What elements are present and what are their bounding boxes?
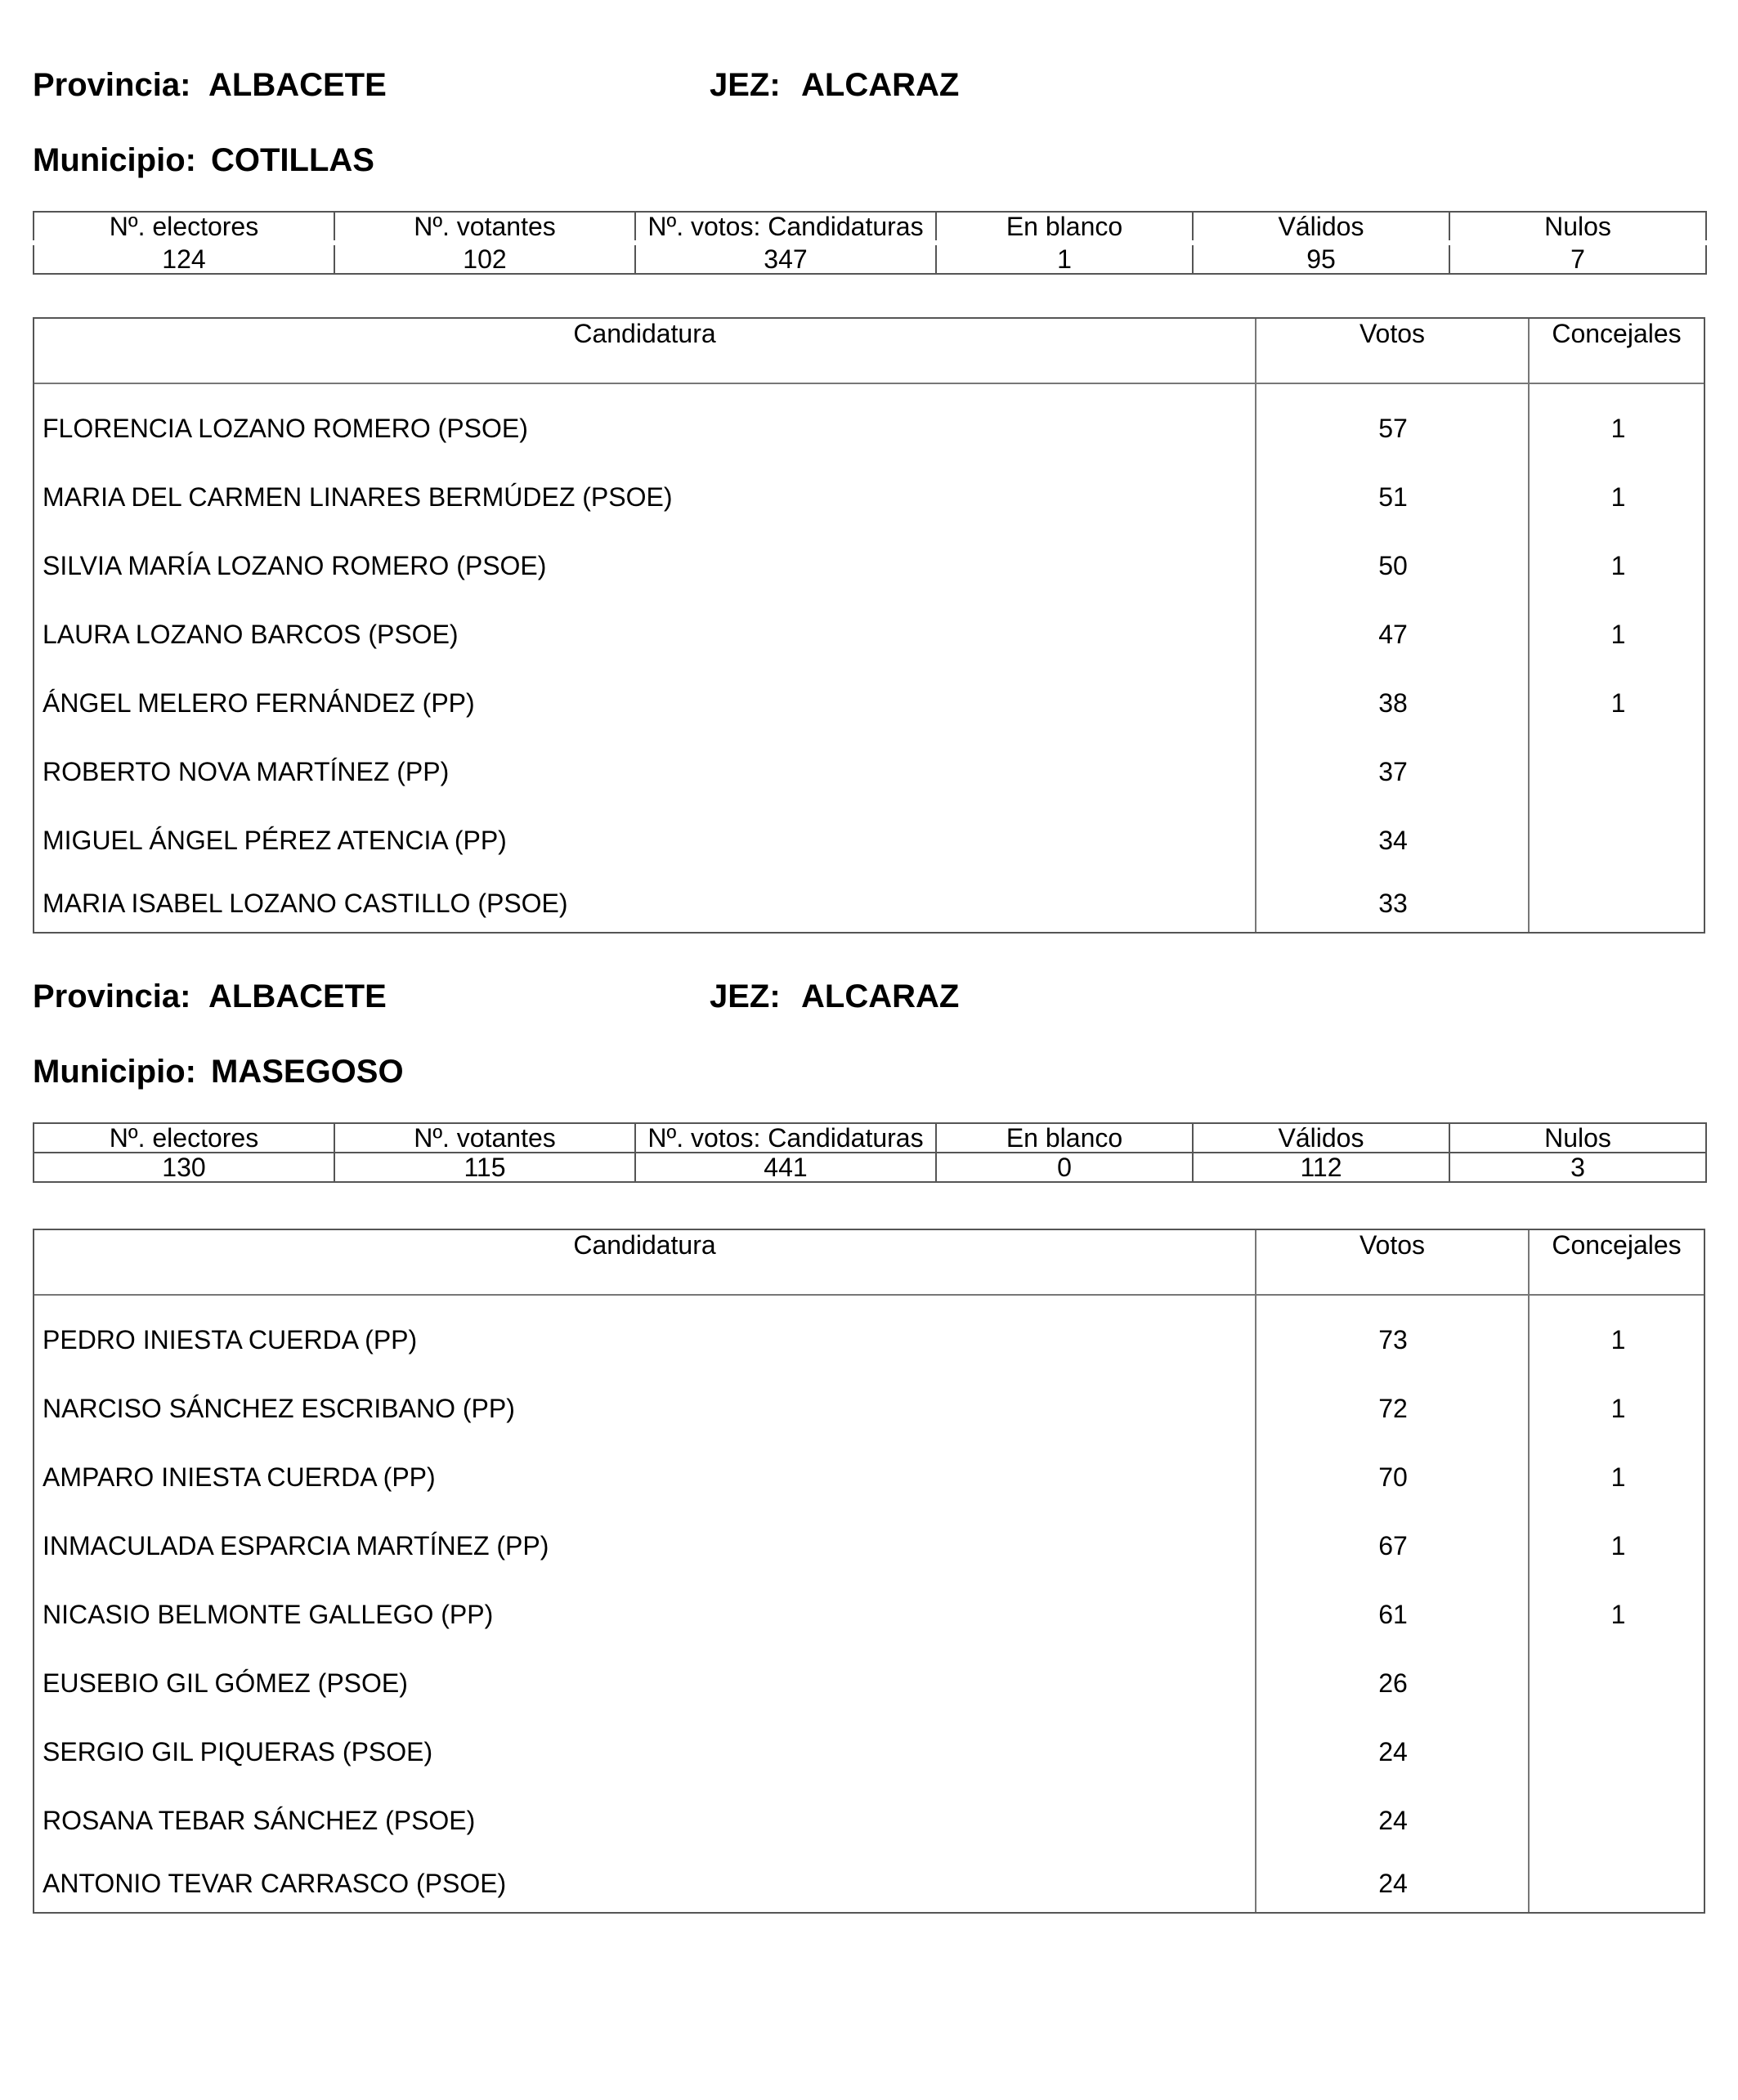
candidate-name: MARIA ISABEL LOZANO CASTILLO (PSOE) xyxy=(43,889,568,918)
candidate-votes: 38 xyxy=(1378,688,1408,718)
provincia-value: ALBACETE xyxy=(208,978,387,1014)
table-row xyxy=(34,1443,1704,1511)
provincia-value: ALBACETE xyxy=(208,67,387,103)
candidate-votes: 61 xyxy=(1378,1600,1408,1629)
header-candidatura: Candidatura xyxy=(573,319,716,348)
candidate-concejales: 1 xyxy=(1610,1600,1626,1629)
candidate-concejales: 1 xyxy=(1610,551,1626,580)
stats-value-electores: 124 xyxy=(34,243,334,274)
candidate-concejales: 1 xyxy=(1610,1394,1626,1423)
stats-value-votos-candidaturas: 441 xyxy=(635,1153,936,1182)
candidate-name: INMACULADA ESPARCIA MARTÍNEZ (PP) xyxy=(43,1531,549,1560)
candidate-name: MIGUEL ÁNGEL PÉREZ ATENCIA (PP) xyxy=(43,826,507,855)
stats-header-votantes: Nº. votantes xyxy=(334,212,635,243)
header-votos: Votos xyxy=(1359,1230,1426,1260)
stats-header-validos: Válidos xyxy=(1193,1123,1449,1153)
candidate-votes: 57 xyxy=(1378,414,1408,443)
stats-header-validos: Válidos xyxy=(1193,212,1449,243)
stats-header-row xyxy=(34,212,1706,243)
candidate-name: NARCISO SÁNCHEZ ESCRIBANO (PP) xyxy=(43,1394,515,1423)
candidate-name: PEDRO INIESTA CUERDA (PP) xyxy=(43,1325,418,1354)
candidate-name: ÁNGEL MELERO FERNÁNDEZ (PP) xyxy=(43,688,475,718)
candidate-name: FLORENCIA LOZANO ROMERO (PSOE) xyxy=(43,414,528,443)
stats-value-votos-candidaturas: 347 xyxy=(635,243,936,274)
candidates-table xyxy=(33,1229,1705,1914)
table-row xyxy=(34,1305,1704,1374)
stats-value-row xyxy=(34,1153,1706,1182)
candidate-votes: 34 xyxy=(1378,826,1408,855)
candidate-votes: 47 xyxy=(1378,620,1408,649)
table-row xyxy=(34,737,1704,806)
candidates-table xyxy=(33,317,1705,934)
table-row xyxy=(34,463,1704,531)
stats-header-electores: Nº. electores xyxy=(34,1123,334,1153)
header-concejales: Concejales xyxy=(1552,1230,1682,1260)
table-row xyxy=(34,669,1704,737)
stats-header-nulos: Nulos xyxy=(1449,1123,1706,1153)
jez-value: ALCARAZ xyxy=(801,67,960,103)
stats-value-validos: 112 xyxy=(1193,1153,1449,1182)
header-concejales: Concejales xyxy=(1552,319,1682,348)
candidate-votes: 24 xyxy=(1378,1737,1408,1766)
provincia-label: Provincia: xyxy=(33,978,191,1014)
municipio-section-masegoso xyxy=(33,911,1705,1974)
table-row xyxy=(34,1786,1704,1855)
stats-header-electores: Nº. electores xyxy=(34,212,334,243)
provincia-label: Provincia: xyxy=(33,67,191,103)
table-row xyxy=(34,1511,1704,1580)
stats-value-votantes: 102 xyxy=(334,243,635,274)
candidate-name: LAURA LOZANO BARCOS (PSOE) xyxy=(43,620,459,649)
table-row xyxy=(34,600,1704,669)
candidate-votes: 70 xyxy=(1378,1462,1408,1492)
candidate-votes: 24 xyxy=(1378,1806,1408,1835)
table-row xyxy=(34,806,1704,875)
candidate-votes: 50 xyxy=(1378,551,1408,580)
municipio-label: Municipio: xyxy=(33,1054,196,1090)
municipio-value: MASEGOSO xyxy=(211,1054,404,1090)
table-row xyxy=(34,1580,1704,1649)
stats-value-electores: 130 xyxy=(34,1153,334,1182)
stats-header-row xyxy=(34,1123,1706,1153)
stats-table xyxy=(33,211,1707,275)
jez-label: JEZ: xyxy=(710,67,781,103)
candidate-name: SILVIA MARÍA LOZANO ROMERO (PSOE) xyxy=(43,551,547,580)
header-candidatura: Candidatura xyxy=(573,1230,716,1260)
candidate-name: ANTONIO TEVAR CARRASCO (PSOE) xyxy=(43,1869,507,1898)
candidate-name: AMPARO INIESTA CUERDA (PP) xyxy=(43,1462,436,1492)
candidate-votes: 37 xyxy=(1378,757,1408,786)
table-row xyxy=(34,1649,1704,1717)
candidate-votes: 24 xyxy=(1378,1869,1408,1898)
stats-value-validos: 95 xyxy=(1193,243,1449,274)
candidate-name: EUSEBIO GIL GÓMEZ (PSOE) xyxy=(43,1668,408,1698)
candidate-concejales: 1 xyxy=(1610,414,1626,443)
candidate-votes: 72 xyxy=(1378,1394,1408,1423)
candidate-votes: 51 xyxy=(1378,482,1408,512)
candidate-name: NICASIO BELMONTE GALLEGO (PP) xyxy=(43,1600,494,1629)
candidate-concejales: 1 xyxy=(1610,688,1626,718)
stats-value-nulos: 7 xyxy=(1449,243,1706,274)
stats-header-votos-candidaturas: Nº. votos: Candidaturas xyxy=(635,1123,936,1153)
candidate-votes: 33 xyxy=(1378,889,1408,918)
table-row xyxy=(34,1855,1704,1912)
header-votos: Votos xyxy=(1359,319,1426,348)
candidate-concejales: 1 xyxy=(1610,1462,1626,1492)
stats-value-en-blanco: 0 xyxy=(936,1153,1193,1182)
candidate-concejales: 1 xyxy=(1610,482,1626,512)
stats-value-votantes: 115 xyxy=(334,1153,635,1182)
candidate-name: ROBERTO NOVA MARTÍNEZ (PP) xyxy=(43,757,450,786)
stats-header-votos-candidaturas: Nº. votos: Candidaturas xyxy=(635,212,936,243)
candidate-concejales: 1 xyxy=(1610,1325,1626,1354)
stats-value-row xyxy=(34,243,1706,274)
candidate-name: SERGIO GIL PIQUERAS (PSOE) xyxy=(43,1737,433,1766)
candidate-votes: 67 xyxy=(1378,1531,1408,1560)
stats-table xyxy=(33,1122,1707,1183)
candidate-name: MARIA DEL CARMEN LINARES BERMÚDEZ (PSOE) xyxy=(43,482,673,512)
table-row xyxy=(34,394,1704,463)
municipio-value: COTILLAS xyxy=(211,142,374,178)
table-row xyxy=(34,1374,1704,1443)
candidate-concejales: 1 xyxy=(1610,620,1626,649)
municipio-label: Municipio: xyxy=(33,142,196,178)
stats-header-en-blanco: En blanco xyxy=(936,212,1193,243)
municipio-section-cotillas xyxy=(33,0,1705,940)
stats-value-nulos: 3 xyxy=(1449,1153,1706,1182)
candidate-name: ROSANA TEBAR SÁNCHEZ (PSOE) xyxy=(43,1806,476,1835)
table-row xyxy=(34,531,1704,600)
candidate-concejales: 1 xyxy=(1610,1531,1626,1560)
jez-label: JEZ: xyxy=(710,978,781,1014)
jez-value: ALCARAZ xyxy=(801,978,960,1014)
stats-header-en-blanco: En blanco xyxy=(936,1123,1193,1153)
stats-header-votantes: Nº. votantes xyxy=(334,1123,635,1153)
stats-header-nulos: Nulos xyxy=(1449,212,1706,243)
candidate-votes: 73 xyxy=(1378,1325,1408,1354)
stats-value-en-blanco: 1 xyxy=(936,243,1193,274)
table-row xyxy=(34,1717,1704,1786)
candidate-votes: 26 xyxy=(1378,1668,1408,1698)
